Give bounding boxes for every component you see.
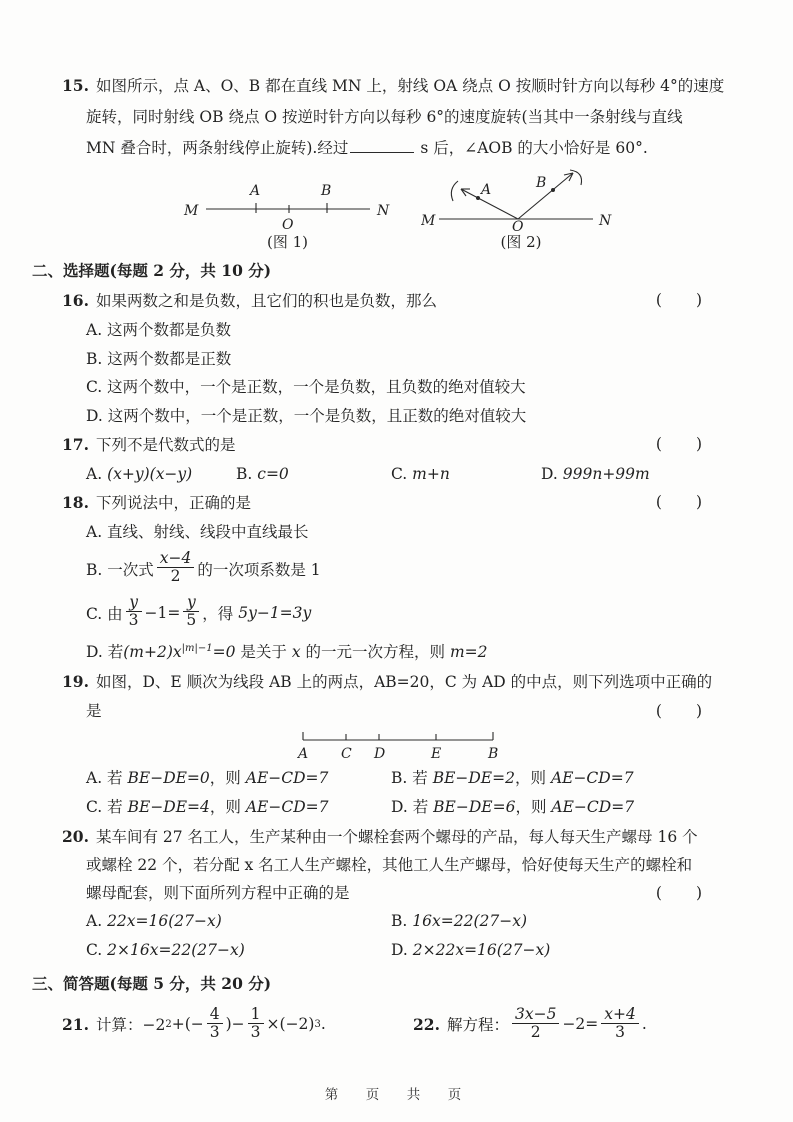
q19-option-a-m2: AE−CD=7 — [245, 768, 329, 787]
q19-label-d: D — [373, 745, 385, 762]
q19-option-b-mid: ，则 — [514, 768, 546, 787]
q19-option-c-mid: ，则 — [209, 798, 241, 817]
fig1-label-a: A — [250, 183, 261, 199]
q19-option-c-m1: BE−DE=4 — [127, 798, 210, 817]
q20-line1 — [62, 823, 737, 851]
q19-option-a — [86, 764, 391, 794]
q16-stem-text: 如果两数之和是负数，且它们的积也是负数，那么 — [95, 292, 437, 310]
fig2-rotation-arrow-a — [451, 181, 458, 201]
q16-stem — [62, 286, 437, 316]
fig2-label-a: A — [481, 182, 492, 198]
q19-option-d-mid: ，则 — [515, 798, 547, 817]
q19-stem2-text: 是 — [86, 701, 102, 720]
fig2-dot-b — [551, 188, 555, 192]
q17-option-d-expr: 999n+99m — [562, 465, 650, 484]
q20-option-d-label: D. — [391, 940, 408, 959]
section-2-header: 二、选择题(每题 2 分，共 10 分) — [32, 261, 272, 280]
q21-f2-den: 3 — [248, 1023, 264, 1041]
q15-line1-text: 如图所示，点 A、O、B 都在直线 MN 上，射线 OA 绕点 O 按顺时针方向以每秒 4°的速度 — [95, 77, 725, 95]
q22-number: 22. — [413, 1014, 440, 1034]
page-footer: 第 页 共 页 — [324, 1087, 469, 1103]
q15-number: 15. — [62, 76, 89, 95]
q19-option-d — [391, 793, 737, 823]
q19-stem1-text: 如图，D、E 顺次为线段 AB 上的两点，AB=20，C 为 AD 的中点，则下列选项中正确的 — [95, 672, 713, 691]
q21-fraction-2 — [248, 1006, 264, 1041]
q20-option-b — [391, 907, 737, 936]
q20-option-c — [86, 936, 391, 965]
q17-option-c-expr: m+n — [412, 465, 450, 484]
q22-f2-den: 3 — [601, 1023, 639, 1041]
question-17 — [62, 430, 737, 488]
q21-t1: 计算：−2 — [95, 1016, 166, 1035]
q19-option-a-mid: ，则 — [209, 768, 241, 787]
q21-t4: ×(−2) — [266, 1015, 315, 1034]
q19-label-e: E — [430, 745, 441, 762]
fig1-label-n: N — [377, 203, 390, 219]
q19-option-d-pre: D. 若 — [391, 798, 429, 817]
fig2-label-n: N — [599, 213, 612, 229]
q21-number: 21. — [62, 1014, 89, 1034]
q18-option-c-text: ，得 — [202, 604, 234, 623]
q20-option-d-expr: 2×22x=16(27−x) — [412, 940, 551, 959]
q18-stem-text: 下列说法中，正确的是 — [95, 494, 251, 513]
q18-option-c-pre: C. 由 — [86, 604, 123, 623]
q20-line3-text: 螺母配套，则下面所列方程中正确的是 — [86, 883, 350, 902]
q20-number: 20. — [62, 826, 89, 846]
question-15 — [62, 70, 737, 253]
q18-option-b — [62, 547, 737, 591]
q18-option-c-f2-den: 5 — [183, 611, 199, 629]
fig1-label-m: M — [184, 203, 199, 219]
q21-f1-num: 4 — [209, 1004, 220, 1023]
q19-option-a-m1: BE−DE=0 — [127, 768, 210, 787]
q16-answer-bracket: ( ) — [655, 291, 703, 309]
q18-option-d-m3: x — [291, 643, 301, 662]
q18-option-a: A. 直线、射线、线段中直线最长 — [86, 523, 309, 542]
q20-option-b-expr: 16x=22(27−x) — [412, 911, 527, 930]
q21-q22-row — [62, 1004, 737, 1042]
q20-option-c-label: C. — [86, 940, 103, 959]
q18-option-c-f2-num: y — [186, 593, 196, 612]
question-18 — [62, 488, 737, 666]
q16-number: 16. — [62, 291, 89, 310]
q19-number: 19. — [62, 671, 89, 691]
q21-f1-den: 3 — [207, 1023, 223, 1041]
q18-option-d-t2: 的一元一次方程，则 — [305, 643, 446, 662]
q17-option-a — [86, 460, 236, 488]
q16-option-c: C. 这两个数中，一个是正数，一个是负数，且负数的绝对值较大 — [86, 378, 526, 397]
q19-option-d-m2: AE−CD=7 — [551, 798, 635, 817]
q16-option-a: A. 这两个数都是负数 — [86, 321, 232, 339]
q18-option-d-m2: =0 — [212, 643, 236, 662]
q19-label-b: B — [487, 745, 498, 762]
q15-line3-text-a: MN 叠合时，两条射线停止旋转).经过 — [86, 139, 349, 157]
q19-figure-drawing — [295, 728, 505, 762]
q17-option-b-expr: c=0 — [257, 465, 289, 484]
q18-stem — [62, 488, 251, 518]
q18-option-d-m1: (m+2)x — [123, 643, 182, 662]
fig2-label-o: O — [512, 219, 524, 231]
q19-option-a-pre: A. 若 — [86, 768, 123, 787]
q21-fraction-1 — [207, 1006, 223, 1041]
q18-option-d-t1: 是关于 — [240, 643, 287, 662]
q22-t1: 解方程： — [446, 1016, 509, 1035]
q20-line1-text: 某车间有 27 名工人，生产某种由一个螺栓套两个螺母的产品，每人每天生产螺母 16 个 — [95, 827, 698, 846]
q19-label-c: C — [340, 745, 352, 762]
q19-option-b-m1: BE−DE=2 — [432, 768, 515, 787]
q16-stem-row — [62, 286, 737, 316]
q18-option-d-exponent: |m|−1 — [181, 642, 213, 654]
fig2-label-m: M — [421, 213, 436, 229]
q18-option-b-fraction — [157, 550, 195, 585]
q15-line2 — [62, 102, 737, 133]
q15-figure-2-caption: (图 2) — [500, 233, 542, 251]
q21-t2: +(− — [171, 1015, 204, 1034]
q17-options-row — [62, 460, 737, 488]
q17-option-c — [391, 460, 541, 488]
q18-option-b-post: 的一次项系数是 1 — [197, 560, 321, 579]
q17-option-c-label: C. — [391, 465, 408, 484]
q19-option-d-m1: BE−DE=6 — [433, 798, 516, 817]
q18-option-c-fraction-2 — [183, 594, 199, 629]
q18-option-c — [62, 591, 737, 635]
q18-option-d-pre: D. 若 — [86, 643, 124, 662]
q20-option-a-label: A. — [86, 911, 103, 930]
q15-figures — [62, 169, 737, 253]
q22-fraction-2 — [601, 1006, 639, 1041]
q15-answer-blank — [350, 140, 414, 153]
q19-option-b — [391, 764, 737, 794]
q21-t3: )− — [225, 1015, 245, 1034]
q18-option-d — [62, 635, 737, 667]
q15-figure-1 — [180, 169, 395, 253]
q17-option-a-label: A. — [86, 465, 103, 484]
q20-option-d — [391, 936, 737, 965]
q20-line2 — [62, 851, 737, 879]
q20-option-b-label: B. — [391, 911, 408, 930]
q17-stem — [62, 430, 235, 460]
q18-option-c-f1-num: y — [129, 593, 138, 612]
q18-option-c-mid: −1= — [144, 603, 181, 622]
q19-line2 — [62, 697, 737, 726]
q19-line1 — [62, 667, 737, 697]
q15-line1 — [62, 70, 737, 102]
q21-exponent-2: 3 — [314, 1018, 321, 1030]
q15-figure-2 — [421, 169, 621, 253]
q19-answer-bracket: ( ) — [655, 701, 703, 720]
q15-figure-2-drawing — [421, 169, 621, 231]
q22-t2: −2= — [562, 1015, 599, 1034]
q22-f2-num: x+4 — [604, 1004, 636, 1023]
q15-figure-1-drawing — [180, 169, 395, 231]
fig2-rotation-arrow-b — [570, 170, 582, 185]
q17-answer-bracket: ( ) — [655, 435, 703, 454]
q16-option-b: B. 这两个数都是正数 — [86, 349, 232, 368]
q22-f1-num: 3x−5 — [514, 1004, 557, 1023]
q18-option-c-f1-den: 3 — [126, 611, 142, 629]
q19-option-c — [86, 793, 391, 823]
q19-label-a: A — [297, 745, 308, 762]
q21-f2-num: 1 — [250, 1004, 261, 1023]
q19-option-b-m2: AE−CD=7 — [550, 768, 634, 787]
q22-f1-den: 2 — [512, 1023, 559, 1041]
question-20 — [62, 823, 737, 965]
q15-line3-text-b: s 后，∠AOB 的大小恰好是 60°. — [420, 139, 648, 157]
q18-answer-bracket: ( ) — [655, 493, 703, 512]
q22-fraction-1 — [512, 1006, 559, 1041]
q22-t3: . — [641, 1015, 647, 1034]
q17-option-d-label: D. — [541, 465, 558, 484]
q20-option-a-expr: 22x=16(27−x) — [107, 911, 222, 930]
q19-option-c-m2: AE−CD=7 — [245, 798, 329, 817]
question-19 — [62, 667, 737, 823]
q20-line2-text: 或螺栓 22 个，若分配 x 名工人生产螺栓，其他工人生产螺母，恰好使每天生产的螺栓和 — [86, 855, 693, 874]
q17-stem-row — [62, 430, 737, 460]
q18-number: 18. — [62, 493, 89, 513]
q17-stem-text: 下列不是代数式的是 — [95, 436, 236, 455]
q18-option-b-frac-den: 2 — [157, 567, 195, 585]
q16-option-d: D. 这两个数中，一个是正数，一个是负数，且正数的绝对值较大 — [86, 406, 527, 425]
q17-number: 17. — [62, 435, 89, 455]
q17-option-a-expr: (x+y)(x−y) — [107, 465, 193, 484]
question-16 — [62, 286, 737, 430]
q18-option-c-fraction-1 — [126, 594, 142, 629]
fig2-dot-a — [476, 196, 480, 200]
q18-stem-row — [62, 488, 737, 518]
fig1-label-o: O — [282, 217, 294, 231]
q20-line3 — [62, 879, 737, 907]
q15-line2-text: 旋转，同时射线 OB 绕点 O 按逆时针方向以每秒 6°的速度旋转(当其中一条射线与直线 — [86, 108, 683, 126]
q19-figure — [62, 728, 737, 762]
q19-option-c-pre: C. 若 — [86, 798, 123, 817]
question-21 — [62, 1004, 413, 1042]
q20-options — [62, 907, 737, 965]
q15-figure-1-caption: (图 1) — [266, 233, 309, 251]
q17-option-b — [236, 460, 391, 488]
q20-answer-bracket: ( ) — [655, 883, 703, 902]
q20-option-a — [86, 907, 391, 936]
q21-exponent-1: 2 — [165, 1018, 172, 1030]
q18-option-b-frac-num: x−4 — [159, 549, 192, 568]
q20-option-c-expr: 2×16x=22(27−x) — [107, 940, 245, 959]
q18-option-b-pre: B. 一次式 — [86, 560, 154, 579]
q15-line3 — [62, 133, 737, 164]
fig1-label-b: B — [321, 183, 332, 199]
q17-option-d — [541, 460, 650, 488]
q18-option-d-m4: m=2 — [449, 643, 488, 662]
q19-options — [62, 764, 737, 823]
q17-option-b-label: B. — [236, 465, 253, 484]
q18-option-c-eq: 5y−1=3y — [238, 603, 312, 622]
section-3-header: 三、简答题(每题 5 分，共 20 分) — [32, 973, 272, 993]
q19-option-b-pre: B. 若 — [391, 768, 428, 787]
fig2-label-b: B — [536, 175, 547, 191]
q21-t5: . — [320, 1015, 326, 1034]
question-22 — [413, 1004, 647, 1042]
